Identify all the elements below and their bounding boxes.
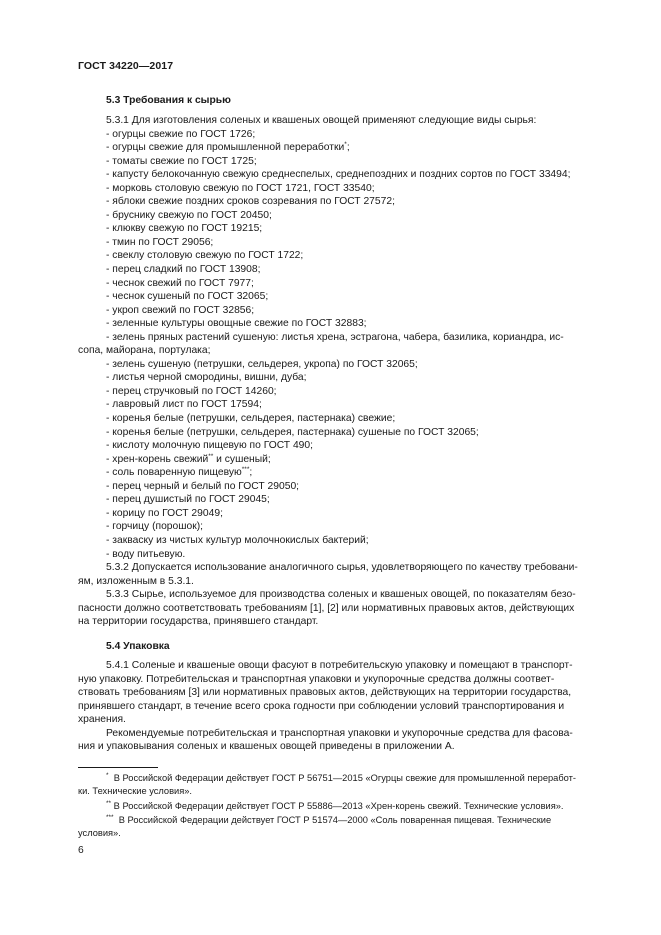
list-item: - зелень пряных растений сушеную: листья хрена, эстрагона, чабера, базилика, кориандра, ис- xyxy=(106,331,564,343)
footnote-separator xyxy=(78,767,158,768)
list-item: - перец сладкий по ГОСТ 13908; xyxy=(106,264,261,276)
clause-5-3-3-line: пасности должно соответствовать требованиям [1], [2] или нормативных правовых актов, действующих xyxy=(78,602,575,614)
clause-5-3-2-line: ям, изложенным в 5.3.1. xyxy=(78,575,194,587)
list-item: - зелень сушеную (петрушки, сельдерея, укропа) по ГОСТ 32065; xyxy=(106,358,418,370)
list-item: - огурцы свежие по ГОСТ 1726; xyxy=(106,128,256,140)
list-item: - горчицу (порошок); xyxy=(106,521,204,533)
list-item: - перец черный и белый по ГОСТ 29050; xyxy=(106,480,300,492)
list-item: - листья черной смородины, вишни, дуба; xyxy=(106,372,307,384)
list-item: - клюкву свежую по ГОСТ 19215; xyxy=(106,223,263,235)
section-5-3-body xyxy=(78,114,615,629)
footnote-2: ** В Российской Федерации действует ГОСТ Р 55886—2013 «Хрен-корень свежий. Технические условия». xyxy=(106,800,564,811)
list-item: - огурцы свежие для промышленной переработки*; xyxy=(106,141,350,154)
clause-5-4-1-line: 5.4.1 Соленые и квашеные овощи фасуют в потребительскую упаковку и помещают в транспорт- xyxy=(106,660,573,671)
clause-5-4-1-line: ствовать требованиям [3] или нормативных правовых актов, действующих на территории государства, xyxy=(78,687,572,699)
list-item: - морковь столовую свежую по ГОСТ 1721, ГОСТ 33540; xyxy=(106,182,375,194)
list-item: - перец душистый по ГОСТ 29045; xyxy=(106,494,270,506)
list-item: - корицу по ГОСТ 29049; xyxy=(106,507,223,519)
footnote-1: * В Российской Федерации действует ГОСТ Р 56751—2015 «Огурцы свежие для промышленной переработ- ки. Технические условия». xyxy=(78,772,576,796)
recommendation-line: Рекомендуемые потребительская и транспортная упаковки и укупорочные средства для фасова- xyxy=(106,727,573,739)
clause-5-3-3-line: 5.3.3 Сырье, используемое для производства соленых и квашеных овощей, по показателям безо- xyxy=(106,589,576,601)
footnote-ref: *** xyxy=(241,466,250,474)
section-heading-5-3: 5.3 Требования к сырью xyxy=(106,95,231,106)
list-item: - яблоки свежие поздних сроков созревания по ГОСТ 27572; xyxy=(106,196,395,208)
list-item: - укроп свежий по ГОСТ 32856; xyxy=(106,304,255,316)
document-header: ГОСТ 34220—2017 xyxy=(78,60,174,72)
list-item: - свеклу столовую свежую по ГОСТ 1722; xyxy=(106,250,304,262)
list-item: - закваску из чистых культур молочнокислых бактерий; xyxy=(106,534,369,546)
list-item-continuation: сопа, майорана, портулака; xyxy=(78,345,211,357)
list-item: - лавровый лист по ГОСТ 17594; xyxy=(106,399,262,411)
footnote-marker: * xyxy=(106,772,109,779)
footnote-3: *** В Российской Федерации действует ГОСТ Р 51574—2000 «Соль поваренная пищевая. Технические условия». xyxy=(78,814,552,838)
list-item: - перец стручковый по ГОСТ 14260; xyxy=(106,385,277,397)
clause-5-4-1-line: ную упаковку. Потребительская и транспортная упаковки и укупорочные средства должны соответ- xyxy=(78,673,555,685)
page-number: 6 xyxy=(78,845,84,856)
clause-5-4-1-line: хранения. xyxy=(78,714,126,726)
clause-5-4-1-line: принявшего стандарт, в течение всего срока годности при соблюдении условий транспортирования и xyxy=(78,700,565,712)
section-5-4-body xyxy=(78,659,615,754)
list-item: - капусту белокочанную свежую среднеспелых, среднепоздних и поздних сортов по ГОСТ 33494; xyxy=(106,169,571,181)
clause-5-3-2-line: 5.3.2 Допускается использование аналогичного сырья, удовлетворяющего по качеству требовани- xyxy=(106,562,578,574)
list-item: - тмин по ГОСТ 29056; xyxy=(106,236,214,248)
list-item: - чеснок сушеный по ГОСТ 32065; xyxy=(106,291,269,303)
list-item: - коренья белые (петрушки, сельдерея, пастернака) свежие; xyxy=(106,413,396,425)
section-heading-5-4: 5.4 Упаковка xyxy=(106,641,170,652)
list-item: - зеленные культуры овощные свежие по ГОСТ 32883; xyxy=(106,318,367,330)
clause-5-3-3-line: на территории государства, принявшего стандарт. xyxy=(78,616,319,628)
list-item: - хрен-корень свежий** и сушеный; xyxy=(106,452,271,465)
list-item: - кислоту молочную пищевую по ГОСТ 490; xyxy=(106,440,313,452)
list-item: - коренья белые (петрушки, сельдерея, пастернака) сушеные по ГОСТ 32065; xyxy=(106,426,479,438)
list-item: - воду питьевую. xyxy=(106,548,186,560)
footnote-ref: ** xyxy=(208,452,214,460)
list-item: - соль поваренную пищевую***; xyxy=(106,466,253,479)
footnote-marker: ** xyxy=(106,800,112,807)
recommendation-line: ния и упаковывания соленых и квашеных овощей приведены в приложении А. xyxy=(78,741,455,753)
footnote-ref: * xyxy=(344,141,347,149)
list-item: - бруснику свежую по ГОСТ 20450; xyxy=(106,209,272,221)
clause-5-3-1-intro: 5.3.1 Для изготовления соленых и квашеных овощей применяют следующие виды сырья: xyxy=(106,115,537,126)
list-item: - томаты свежие по ГОСТ 1725; xyxy=(106,155,257,167)
list-item: - чеснок свежий по ГОСТ 7977; xyxy=(106,277,254,289)
footnote-marker: *** xyxy=(106,814,114,821)
